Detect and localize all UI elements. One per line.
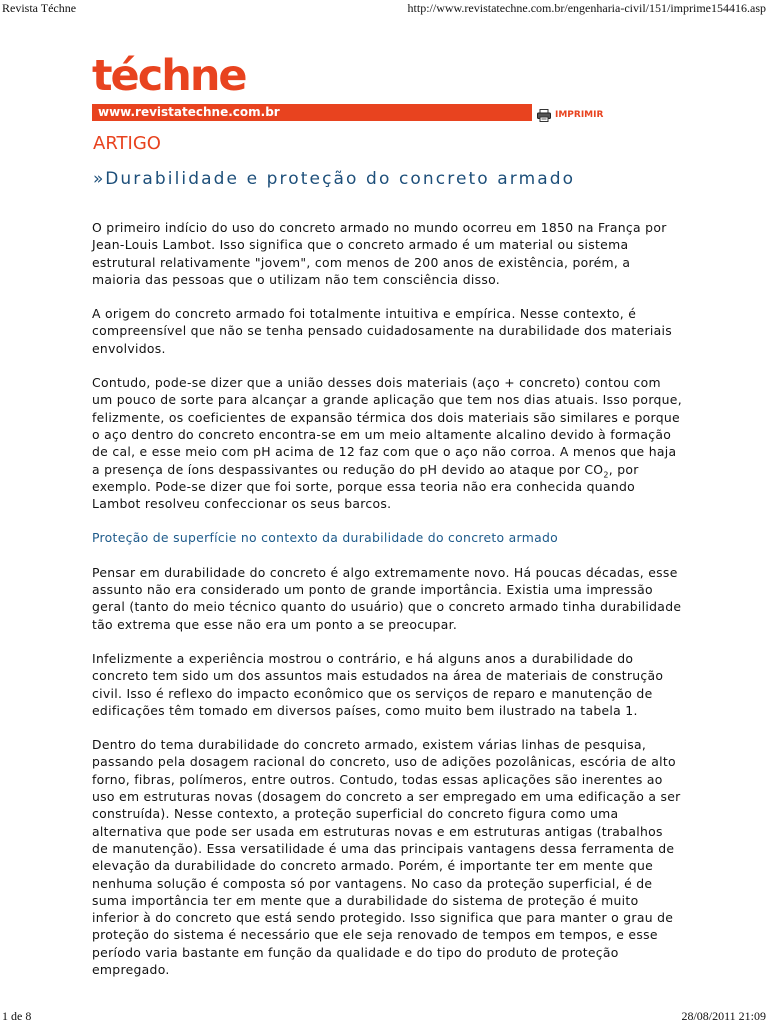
logo-site-url: www.revistatechne.com.br [92,104,532,121]
co2-subscript: 2 [603,470,609,480]
page-counter: 1 de 8 [2,1009,32,1023]
printer-icon [537,109,551,122]
paragraph-2: A origem do concreto armado foi totalmente intuitiva e empírica. Nesse contexto, é compreensível que não se tenha pensado cuidadosamente na durabilidade dos materiais envolvidos. [92,306,673,356]
logo-wordmark: téchne [92,51,246,101]
article-title [93,169,575,189]
paragraph-3-part-b: , por exemplo. Pode-se dizer que foi sorte, porque essa teoria não era conhecida quando Lambot resolveu confeccionar os seus barcos. [92,461,639,512]
print-header [0,0,768,18]
paragraph-6: Dentro do tema durabilidade do concreto armado, existem várias linhas de pesquisa, passando pela dosagem racional do concreto, uso de adições pozolânicas, escória de alto forno, fibras, polímeros, entre outros. Contudo, todas essas aplicações são inerentes ao uso em estruturas novas (dosagem do concreto a ser empregado em uma edificação a ser construída). Nesse contexto, a proteção superficial do concreto figura como uma alternativa que pode ser usada em estruturas novas e em estruturas antigas (trabalhos de manutenção). Essa versatilidade é uma das principais vantagens dessa ferramenta de elevação da durabilidade do concreto armado. Porém, é importante ter em mente que nenhuma solução é composta só por vantagens. No caso da proteção superficial, é de suma importância ter em mente que a durabilidade do sistema de proteção é muito inferior à do concreto que está sendo protegido. Isso significa que para manter o grau de proteção do sistema é necessário que ele seja renovado de tempos em tempos, e esse período varia bastante em função da qualidade e do tipo do produto de proteção empregado. [92,737,681,977]
print-header-url[interactable]: http://www.revistatechne.com.br/engenharia-civil/151/imprime154416.asp [407,1,766,15]
title-prefix: » [93,169,106,189]
paragraph-4: Pensar em durabilidade do concreto é algo extremamente novo. Há poucas décadas, esse assunto não era considerado um ponto de grande importância. Existia uma impressão geral (tanto do meio técnico quanto do usuário) que o concreto armado tinha durabilidade tão extrema que esse não era um ponto a se preocupar. [92,564,682,632]
print-footer [0,1008,768,1024]
print-datetime: 28/08/2011 21:09 [681,1009,766,1023]
print-button-label: IMPRIMIR [555,110,604,120]
section-subheading: Proteção de superfície no contexto da durabilidade do concreto armado [92,530,559,546]
print-button[interactable] [537,107,603,123]
techne-logo[interactable] [92,52,532,121]
paragraph-5: Infelizmente a experiência mostrou o contrário, e há alguns anos a durabilidade do concreto tem sido um dos assuntos mais estudados na área de materiais de construção civil. Isso é reflexo do impacto econômico que os serviços de reparo e manutenção de edificações têm tomado em diversos países, como muito bem ilustrado na tabela 1. [92,650,664,718]
paragraph-3 [92,374,682,512]
section-label: ARTIGO [93,133,161,154]
paragraph-3-part-a: Contudo, pode-se dizer que a união desses dois materiais (aço + concreto) contou com um pouco de sorte para alcançar a grande aplicação que tem nos dias atuais. Isso porque, felizmente, os coeficientes de expansão térmica dos dois materiais são similares e porque o aço dentro do concreto encontra-se em um meio altamente alcalino devido à formação de cal, e esse meio com pH acima de 12 faz com que o aço não corroa. A menos que haja a presença de íons despassivantes ou redução do pH devido ao ataque por CO [92,375,682,477]
paragraph-1: O primeiro indício do uso do concreto armado no mundo ocorreu em 1850 na França por Jean-Louis Lambot. Isso significa que o concreto armado é um material ou sistema estrutural relativamente "jovem", com menos de 200 anos de existência, porém, a maioria das pessoas que o utilizam não tem consciência disso. [92,220,667,287]
title-text: Durabilidade e proteção do concreto armado [105,169,576,189]
print-header-title: Revista Téchne [2,1,77,15]
article-body [92,219,682,995]
